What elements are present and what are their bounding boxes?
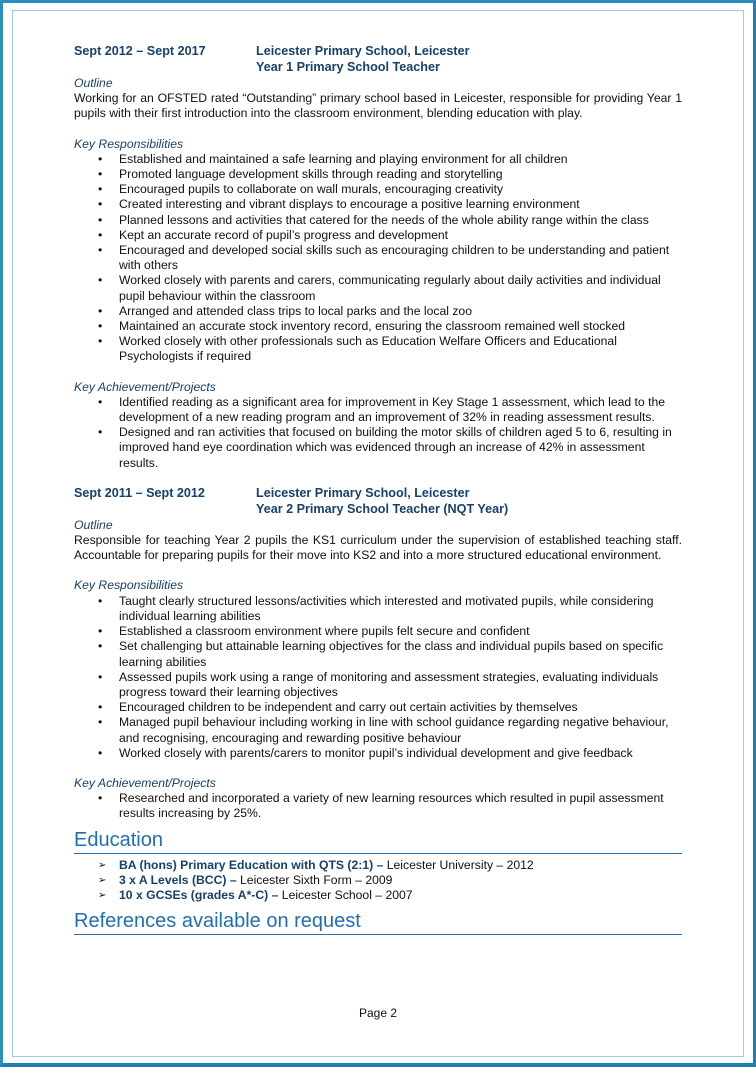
education-item (74, 888, 682, 903)
list-item: • Worked closely with parents/carers to monitor pupil’s individual development and give feedback (74, 746, 682, 761)
responsibilities-list (74, 594, 682, 761)
arrow-bullet-icon: ➢ (98, 859, 107, 871)
qualification: BA (hons) Primary Education with QTS (2:1) – (119, 857, 384, 872)
qualification-detail: Leicester Sixth Form – 2009 (236, 872, 393, 887)
job-header-1 (74, 44, 682, 76)
achievements-list (74, 395, 682, 471)
list-item: • Promoted language development skills through reading and storytelling (74, 167, 682, 182)
document-body (74, 44, 682, 935)
job-header-2 (74, 486, 682, 518)
qualification-detail: Leicester University – 2012 (383, 857, 534, 872)
list-item: • Assessed pupils work using a range of monitoring and assessment strategies, evaluating individuals progress toward their learning objectives (74, 670, 682, 700)
list-item: • Maintained an accurate stock inventory record, ensuring the classroom remained well stocked (74, 319, 682, 334)
outline-label: Outline (74, 517, 113, 532)
job-dates: Sept 2011 – Sept 2012 (74, 485, 205, 500)
achievements-label: Key Achievement/Projects (74, 775, 216, 790)
responsibilities-label: Key Responsibilities (74, 578, 184, 593)
responsibilities-list (74, 152, 682, 365)
education-item (74, 873, 682, 888)
list-item: • Arranged and attended class trips to local parks and the local zoo (74, 304, 682, 319)
arrow-bullet-icon: ➢ (98, 874, 107, 886)
arrow-bullet-icon: ➢ (98, 889, 107, 901)
list-item: • Kept an accurate record of pupil’s progress and development (74, 228, 682, 243)
job-dates: Sept 2012 – Sept 2017 (74, 44, 206, 58)
list-item: • Worked closely with other professionals such as Education Welfare Officers and Educational Psychologists if required (74, 334, 682, 364)
list-item: • Created interesting and vibrant displays to encourage a positive learning environment (74, 197, 682, 212)
list-item: • Identified reading as a significant area for improvement in Key Stage 1 assessment, which lead to the development of a new reading program and an improvement of 32% in reading assessment results. (74, 395, 682, 425)
qualification-detail: Leicester School – 2007 (278, 887, 413, 902)
education-list (74, 858, 682, 904)
job-school: Leicester Primary School, Leicester (256, 44, 470, 58)
list-item: • Planned lessons and activities that catered for the needs of the whole ability range within the class (74, 213, 682, 228)
achievements-label: Key Achievement/Projects (74, 379, 216, 394)
list-item: • Researched and incorporated a variety of new learning resources which resulted in pupil assessment results increasing by 25%. (74, 791, 682, 821)
achievements-list (74, 791, 682, 821)
list-item: • Established and maintained a safe learning and playing environment for all children (74, 152, 682, 167)
education-heading: Education (74, 828, 682, 854)
outline-text: Working for an OFSTED rated “Outstanding” primary school based in Leicester, responsible for providing Year 1 pupils with their first introduction into the classroom environment, blending education with play. (74, 91, 682, 121)
page-number: Page 2 (358, 1006, 398, 1020)
education-item (74, 858, 682, 873)
qualification: 10 x GCSEs (grades A*-C) – (119, 887, 279, 902)
references-heading: References available on request (74, 909, 682, 935)
list-item: • Established a classroom environment where pupils felt secure and confident (74, 624, 682, 639)
qualification: 3 x A Levels (BCC) – (119, 872, 237, 887)
list-item: • Managed pupil behaviour including working in line with school guidance regarding negative behaviour, and recognising, encouraging and rewarding positive behaviour (74, 715, 682, 745)
list-item: • Encouraged children to be independent and carry out certain activities by themselves (74, 700, 682, 715)
list-item: • Encouraged pupils to collaborate on wall murals, encouraging creativity (74, 182, 682, 197)
job-role: Year 2 Primary School Teacher (NQT Year) (256, 501, 509, 516)
responsibilities-label: Key Responsibilities (74, 136, 184, 151)
list-item: • Encouraged and developed social skills such as encouraging children to be understanding and patient with others (74, 243, 682, 273)
job-role: Year 1 Primary School Teacher (256, 60, 440, 74)
list-item: • Set challenging but attainable learning objectives for the class and individual pupils based on specific learning abilities (74, 639, 682, 669)
outline-label: Outline (74, 76, 113, 90)
list-item: • Taught clearly structured lessons/activities which interested and motivated pupils, while considering individual learning abilities (74, 594, 682, 624)
job-school: Leicester Primary School, Leicester (256, 485, 470, 500)
outline-text: Responsible for teaching Year 2 pupils the KS1 curriculum under the supervision of established teaching staff. Accountable for preparing pupils for their move into KS2 and into a more structured educational environment. (74, 533, 682, 563)
list-item: • Designed and ran activities that focused on building the motor skills of children aged 5 to 6, resulting in improved hand eye coordination which was evidenced through an increase of 42% in assessment results. (74, 425, 682, 471)
list-item: • Worked closely with parents and carers, communicating regularly about daily activities and individual pupil behaviour within the classroom (74, 273, 682, 303)
